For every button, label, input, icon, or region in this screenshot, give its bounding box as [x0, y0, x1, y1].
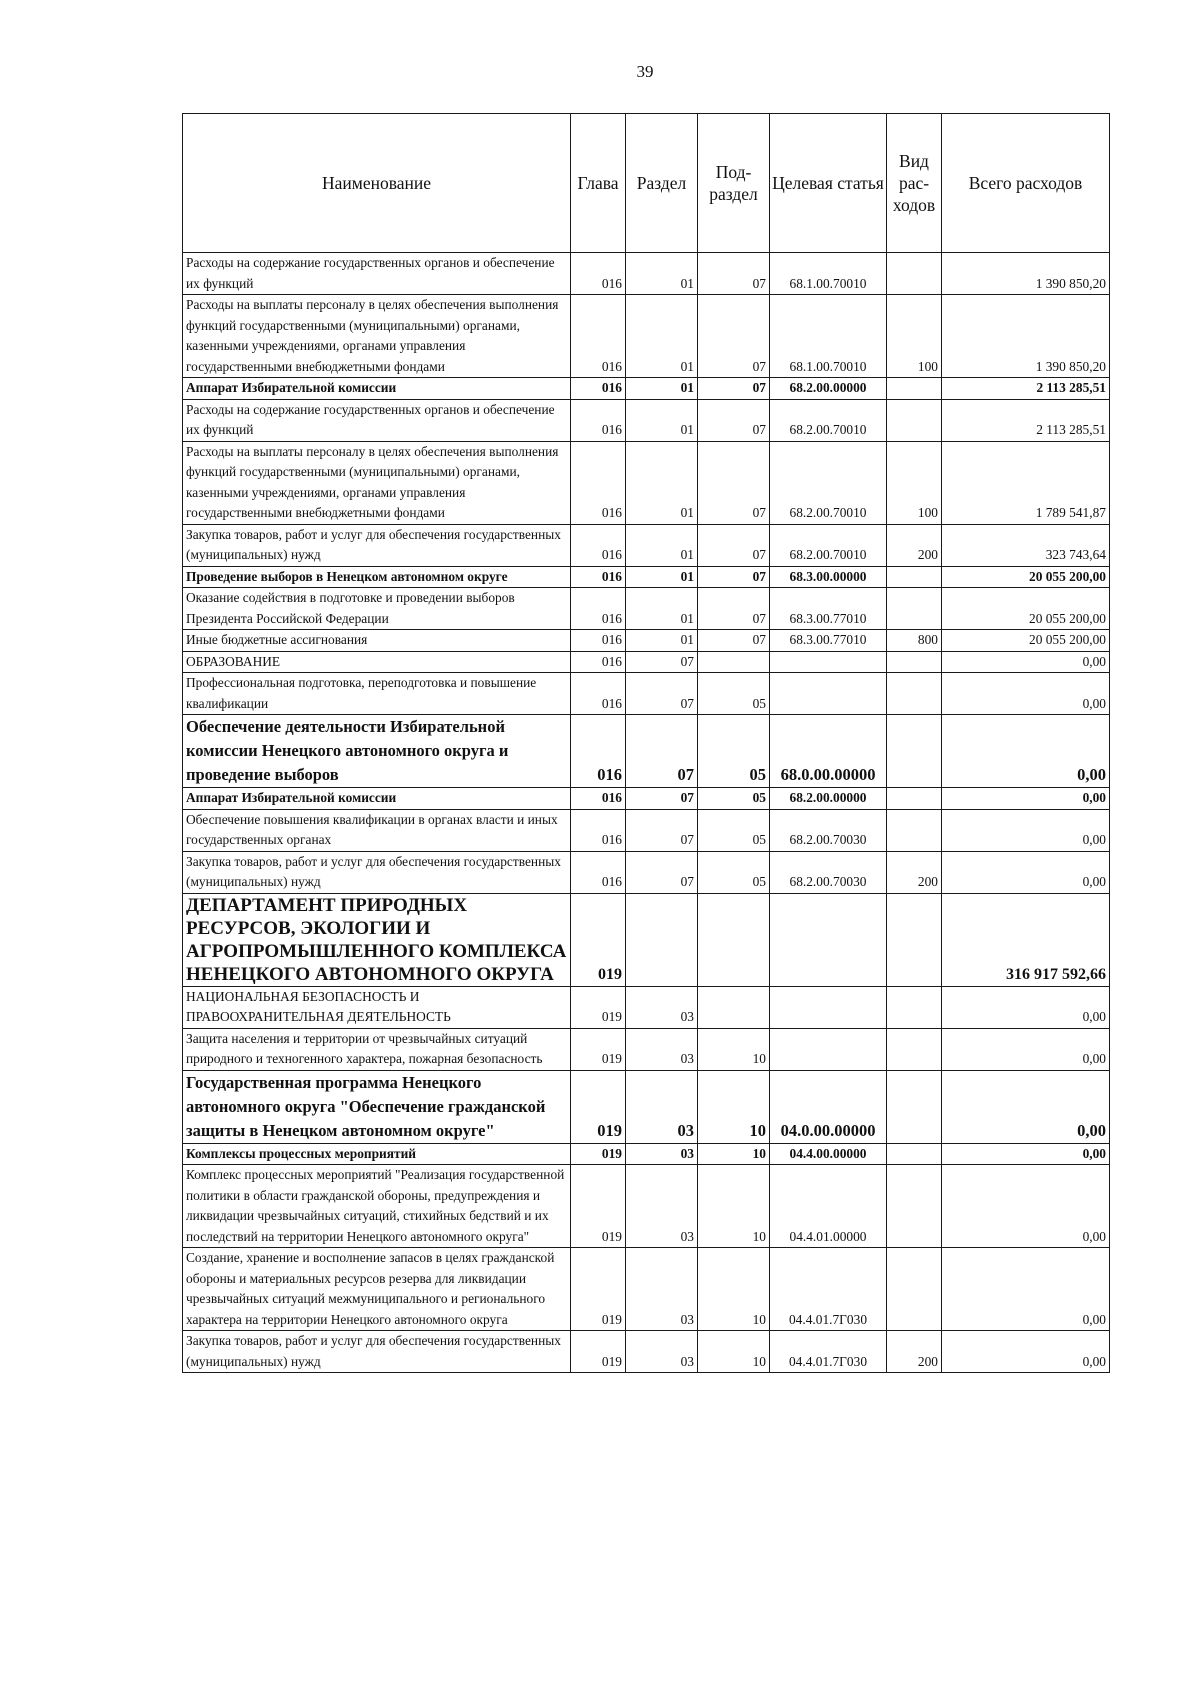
cell-target: 68.1.00.70010 — [770, 295, 887, 378]
cell-subsection: 10 — [698, 1165, 770, 1248]
cell-chapter: 016 — [571, 378, 626, 400]
cell-target: 68.3.00.77010 — [770, 630, 887, 652]
budget-table — [182, 113, 1110, 1373]
cell-chapter: 016 — [571, 566, 626, 588]
cell-name: Аппарат Избирательной комиссии — [183, 788, 571, 810]
cell-target: 68.2.00.70030 — [770, 809, 887, 851]
cell-target — [770, 651, 887, 673]
cell-kind — [887, 788, 942, 810]
cell-subsection: 07 — [698, 378, 770, 400]
cell-subsection: 07 — [698, 399, 770, 441]
cell-kind — [887, 1028, 942, 1070]
cell-name: Оказание содействия в подготовке и проведении выборов Президента Российской Федерации — [183, 588, 571, 630]
cell-section: 07 — [626, 788, 698, 810]
table-row — [183, 1028, 1110, 1070]
cell-name: Иные бюджетные ассигнования — [183, 630, 571, 652]
cell-name: Расходы на содержание государственных органов и обеспечение их функций — [183, 253, 571, 295]
table-row — [183, 893, 1110, 986]
cell-target: 68.2.00.00000 — [770, 788, 887, 810]
table-row — [183, 1248, 1110, 1331]
cell-chapter: 019 — [571, 1143, 626, 1165]
cell-kind: 200 — [887, 1331, 942, 1373]
cell-kind — [887, 588, 942, 630]
cell-subsection: 07 — [698, 295, 770, 378]
table-row — [183, 651, 1110, 673]
cell-name: Обеспечение повышения квалификации в органах власти и иных государственных органах — [183, 809, 571, 851]
table-body — [183, 253, 1110, 1373]
table-row — [183, 441, 1110, 524]
cell-name: Расходы на выплаты персоналу в целях обеспечения выполнения функций государственными (муниципальными) органами, казенными учреждениями, органами управления государственными внебюджетными фондами — [183, 295, 571, 378]
table-row — [183, 399, 1110, 441]
cell-target: 04.4.00.00000 — [770, 1143, 887, 1165]
cell-total: 1 789 541,87 — [942, 441, 1110, 524]
cell-subsection: 05 — [698, 809, 770, 851]
cell-section: 01 — [626, 441, 698, 524]
cell-chapter: 016 — [571, 630, 626, 652]
cell-section: 01 — [626, 253, 698, 295]
cell-name: Государственная программа Ненецкого автономного округа "Обеспечение гражданской защиты в Ненецком автономном округе" — [183, 1070, 571, 1143]
page-number: 39 — [636, 62, 654, 81]
cell-section: 07 — [626, 851, 698, 893]
cell-kind: 800 — [887, 630, 942, 652]
cell-section: 01 — [626, 588, 698, 630]
cell-target: 04.4.01.7Г030 — [770, 1248, 887, 1331]
table-row — [183, 715, 1110, 788]
cell-name: Расходы на содержание государственных органов и обеспечение их функций — [183, 399, 571, 441]
cell-chapter: 019 — [571, 1070, 626, 1143]
cell-subsection: 10 — [698, 1143, 770, 1165]
cell-total: 0,00 — [942, 1165, 1110, 1248]
cell-section: 01 — [626, 524, 698, 566]
cell-total: 0,00 — [942, 851, 1110, 893]
cell-subsection: 10 — [698, 1248, 770, 1331]
cell-kind: 200 — [887, 851, 942, 893]
cell-target — [770, 673, 887, 715]
cell-total: 316 917 592,66 — [942, 893, 1110, 986]
cell-target: 68.2.00.70010 — [770, 524, 887, 566]
cell-total: 20 055 200,00 — [942, 566, 1110, 588]
cell-total: 0,00 — [942, 1028, 1110, 1070]
cell-name: Защита населения и территории от чрезвычайных ситуаций природного и техногенного характера, пожарная безопасность — [183, 1028, 571, 1070]
cell-target: 68.0.00.00000 — [770, 715, 887, 788]
cell-kind — [887, 673, 942, 715]
cell-total: 0,00 — [942, 809, 1110, 851]
cell-section: 03 — [626, 1143, 698, 1165]
table-row — [183, 1165, 1110, 1248]
cell-section: 07 — [626, 809, 698, 851]
cell-name: Проведение выборов в Ненецком автономном округе — [183, 566, 571, 588]
cell-chapter: 016 — [571, 399, 626, 441]
cell-name: Обеспечение деятельности Избирательной комиссии Ненецкого автономного округа и проведение выборов — [183, 715, 571, 788]
table-row — [183, 1070, 1110, 1143]
cell-target — [770, 1028, 887, 1070]
cell-total: 0,00 — [942, 1248, 1110, 1331]
cell-target: 68.3.00.00000 — [770, 566, 887, 588]
cell-target: 68.1.00.70010 — [770, 253, 887, 295]
cell-kind — [887, 651, 942, 673]
cell-kind — [887, 1248, 942, 1331]
cell-name: Аппарат Избирательной комиссии — [183, 378, 571, 400]
header-chapter: Глава — [571, 114, 626, 253]
cell-total: 323 743,64 — [942, 524, 1110, 566]
cell-chapter: 016 — [571, 809, 626, 851]
table-row — [183, 378, 1110, 400]
cell-section: 01 — [626, 630, 698, 652]
cell-section — [626, 893, 698, 986]
cell-section: 07 — [626, 651, 698, 673]
cell-subsection: 07 — [698, 566, 770, 588]
cell-total: 1 390 850,20 — [942, 295, 1110, 378]
cell-kind: 200 — [887, 524, 942, 566]
table-row — [183, 524, 1110, 566]
cell-chapter: 016 — [571, 715, 626, 788]
cell-section: 07 — [626, 715, 698, 788]
cell-name: Закупка товаров, работ и услуг для обеспечения государственных (муниципальных) нужд — [183, 1331, 571, 1373]
cell-subsection: 10 — [698, 1028, 770, 1070]
cell-target: 68.2.00.70010 — [770, 399, 887, 441]
cell-kind — [887, 253, 942, 295]
cell-section: 03 — [626, 1070, 698, 1143]
cell-chapter: 016 — [571, 253, 626, 295]
cell-subsection: 07 — [698, 630, 770, 652]
table-row — [183, 986, 1110, 1028]
cell-name: Создание, хранение и восполнение запасов в целях гражданской обороны и материальных ресурсов резерва для ликвидации чрезвычайных ситуаций межмуниципального и регионального характера на территории Ненецкого автономного округа — [183, 1248, 571, 1331]
cell-section: 03 — [626, 1331, 698, 1373]
cell-chapter: 019 — [571, 1331, 626, 1373]
header-target: Целевая статья — [770, 114, 887, 253]
cell-total: 0,00 — [942, 715, 1110, 788]
cell-section: 03 — [626, 1248, 698, 1331]
cell-total: 0,00 — [942, 788, 1110, 810]
cell-subsection: 05 — [698, 673, 770, 715]
cell-total: 0,00 — [942, 651, 1110, 673]
cell-section: 01 — [626, 295, 698, 378]
cell-total: 0,00 — [942, 1143, 1110, 1165]
cell-kind — [887, 986, 942, 1028]
cell-chapter: 019 — [571, 1165, 626, 1248]
cell-name: ОБРАЗОВАНИЕ — [183, 651, 571, 673]
cell-subsection: 07 — [698, 524, 770, 566]
cell-subsection: 05 — [698, 715, 770, 788]
cell-name: Профессиональная подготовка, переподготовка и повышение квалификации — [183, 673, 571, 715]
cell-kind — [887, 809, 942, 851]
header-section: Раздел — [626, 114, 698, 253]
cell-subsection: 07 — [698, 588, 770, 630]
cell-kind — [887, 1070, 942, 1143]
cell-subsection — [698, 893, 770, 986]
cell-subsection: 05 — [698, 851, 770, 893]
cell-chapter: 016 — [571, 788, 626, 810]
cell-section: 01 — [626, 566, 698, 588]
cell-chapter: 016 — [571, 441, 626, 524]
cell-chapter: 016 — [571, 673, 626, 715]
cell-name: Расходы на выплаты персоналу в целях обеспечения выполнения функций государственными (муниципальными) органами, казенными учреждениями, органами управления государственными внебюджетными фондами — [183, 441, 571, 524]
table-row — [183, 630, 1110, 652]
header-kind: Вид рас-ходов — [887, 114, 942, 253]
cell-chapter: 019 — [571, 893, 626, 986]
cell-chapter: 019 — [571, 986, 626, 1028]
cell-name: НАЦИОНАЛЬНАЯ БЕЗОПАСНОСТЬ И ПРАВООХРАНИТЕЛЬНАЯ ДЕЯТЕЛЬНОСТЬ — [183, 986, 571, 1028]
cell-section: 03 — [626, 986, 698, 1028]
cell-subsection — [698, 651, 770, 673]
cell-kind — [887, 378, 942, 400]
table-row — [183, 566, 1110, 588]
header-total: Всего расходов — [942, 114, 1110, 253]
table-row — [183, 1331, 1110, 1373]
cell-target — [770, 986, 887, 1028]
table-row — [183, 673, 1110, 715]
cell-name: ДЕПАРТАМЕНТ ПРИРОДНЫХ РЕСУРСОВ, ЭКОЛОГИИ И АГРОПРОМЫШЛЕННОГО КОМПЛЕКСА НЕНЕЦКОГО АВТОНОМНОГО ОКРУГА — [183, 893, 571, 986]
cell-target: 68.2.00.70030 — [770, 851, 887, 893]
cell-subsection: 07 — [698, 441, 770, 524]
cell-name: Комплексы процессных мероприятий — [183, 1143, 571, 1165]
cell-subsection: 05 — [698, 788, 770, 810]
cell-kind — [887, 1143, 942, 1165]
cell-section: 03 — [626, 1165, 698, 1248]
table-row — [183, 1143, 1110, 1165]
cell-chapter: 019 — [571, 1248, 626, 1331]
cell-total: 2 113 285,51 — [942, 399, 1110, 441]
table-row — [183, 588, 1110, 630]
cell-name: Закупка товаров, работ и услуг для обеспечения государственных (муниципальных) нужд — [183, 524, 571, 566]
cell-kind: 100 — [887, 295, 942, 378]
cell-target — [770, 893, 887, 986]
cell-total: 0,00 — [942, 986, 1110, 1028]
cell-section: 01 — [626, 399, 698, 441]
cell-kind: 100 — [887, 441, 942, 524]
cell-kind — [887, 715, 942, 788]
table-header-row — [183, 114, 1110, 253]
cell-subsection: 10 — [698, 1331, 770, 1373]
cell-subsection: 10 — [698, 1070, 770, 1143]
table-row — [183, 809, 1110, 851]
cell-kind — [887, 566, 942, 588]
cell-chapter: 016 — [571, 588, 626, 630]
cell-chapter: 016 — [571, 851, 626, 893]
cell-total: 20 055 200,00 — [942, 588, 1110, 630]
table-row — [183, 295, 1110, 378]
cell-total: 0,00 — [942, 1331, 1110, 1373]
cell-target: 68.3.00.77010 — [770, 588, 887, 630]
cell-target: 68.2.00.70010 — [770, 441, 887, 524]
table-row — [183, 851, 1110, 893]
cell-section: 01 — [626, 378, 698, 400]
header-subsection: Под-раздел — [698, 114, 770, 253]
cell-kind — [887, 1165, 942, 1248]
cell-kind — [887, 893, 942, 986]
cell-kind — [887, 399, 942, 441]
cell-target: 04.4.01.7Г030 — [770, 1331, 887, 1373]
cell-target: 04.0.00.00000 — [770, 1070, 887, 1143]
cell-section: 07 — [626, 673, 698, 715]
cell-chapter: 016 — [571, 651, 626, 673]
cell-chapter: 019 — [571, 1028, 626, 1070]
cell-name: Закупка товаров, работ и услуг для обеспечения государственных (муниципальных) нужд — [183, 851, 571, 893]
cell-target: 04.4.01.00000 — [770, 1165, 887, 1248]
cell-total: 0,00 — [942, 673, 1110, 715]
table-row — [183, 788, 1110, 810]
cell-total: 1 390 850,20 — [942, 253, 1110, 295]
cell-total: 2 113 285,51 — [942, 378, 1110, 400]
cell-total: 20 055 200,00 — [942, 630, 1110, 652]
cell-name: Комплекс процессных мероприятий "Реализация государственной политики в области гражданской обороны, предупреждения и ликвидации чрезвычайных ситуаций, стихийных бедствий и их последствий на территории Ненецкого автономного округа" — [183, 1165, 571, 1248]
cell-subsection — [698, 986, 770, 1028]
table-row — [183, 253, 1110, 295]
cell-total: 0,00 — [942, 1070, 1110, 1143]
cell-section: 03 — [626, 1028, 698, 1070]
cell-target: 68.2.00.00000 — [770, 378, 887, 400]
cell-chapter: 016 — [571, 295, 626, 378]
cell-chapter: 016 — [571, 524, 626, 566]
header-name: Наименование — [183, 114, 571, 253]
cell-subsection: 07 — [698, 253, 770, 295]
